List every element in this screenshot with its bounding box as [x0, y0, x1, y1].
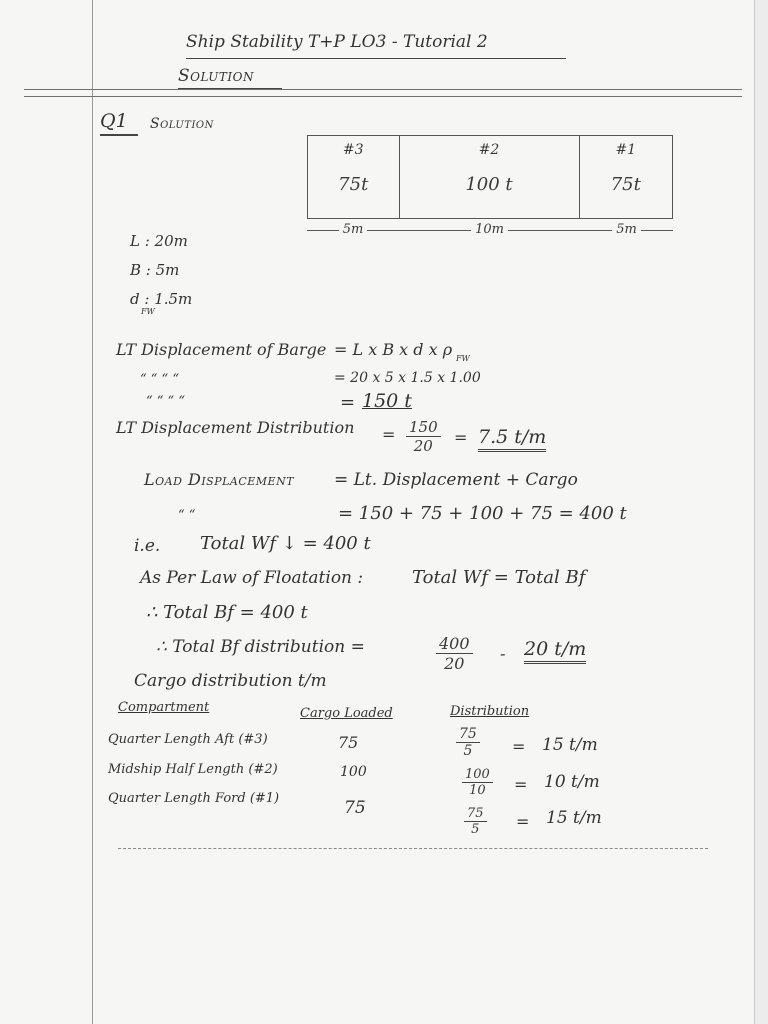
row-cargo: 75 — [344, 798, 366, 818]
lt-displacement-subscript: FW — [456, 354, 470, 363]
compartment-number: #3 — [342, 142, 364, 158]
bf-distribution-fraction — [436, 634, 473, 673]
row-result: 15 t/m — [546, 808, 602, 828]
column-header-cargo-loaded: Cargo Loaded — [300, 706, 393, 721]
row-distribution-fraction — [456, 726, 480, 759]
lt-displacement-label: LT Displacement of Barge — [116, 340, 327, 359]
equals-sign: - — [500, 644, 506, 663]
barge-diagram — [307, 135, 673, 219]
row-cargo: 75 — [338, 733, 359, 752]
cargo-distribution-label: Cargo distribution t/m — [134, 671, 327, 691]
draft-value: d : 1.5m — [130, 290, 193, 308]
total-bf: ∴ Total Bf = 400 t — [146, 602, 308, 623]
row-result: 10 t/m — [544, 772, 600, 792]
fraction-numerator: 75 — [456, 726, 480, 743]
dimension-arrow — [399, 224, 580, 236]
lt-distribution-label: LT Displacement Distribution — [116, 418, 355, 437]
row-distribution-fraction — [462, 767, 493, 798]
total-wf: Total Wf ↓ = 400 t — [200, 533, 371, 554]
fraction-denominator: 20 — [444, 654, 465, 673]
header-rule — [24, 89, 742, 90]
fraction-denominator: 10 — [469, 783, 486, 798]
question-heading: Solution — [150, 116, 214, 132]
equals-sign: = — [382, 425, 396, 444]
row-result: 15 t/m — [542, 735, 598, 755]
lt-displacement-formula: = L x B x d x ρ — [334, 340, 453, 359]
page-subtitle: Solution — [178, 66, 254, 86]
fraction-numerator: 150 — [406, 418, 441, 437]
compartment-number: #1 — [615, 142, 637, 158]
compartment-load: 75t — [338, 174, 369, 195]
fraction-denominator: 5 — [463, 743, 473, 759]
compartment-load: 100 t — [465, 174, 513, 195]
dimension-label: 5m — [339, 222, 368, 237]
lt-displacement-values: = 20 x 5 x 1.5 x 1.00 — [334, 370, 481, 386]
dashed-separator — [118, 848, 708, 849]
compartment-load: 75t — [610, 174, 641, 195]
row-compartment: Quarter Length Ford (#1) — [108, 791, 280, 806]
row-compartment: Midship Half Length (#2) — [108, 762, 278, 777]
ditto-marks: “ “ “ “ — [140, 372, 179, 387]
title-underline — [186, 58, 566, 59]
dimension-arrow — [580, 224, 673, 236]
row-cargo: 100 — [340, 764, 367, 780]
equals-sign: = — [514, 775, 528, 794]
question-label: Q1 — [100, 110, 128, 132]
row-compartment: Quarter Length Aft (#3) — [108, 732, 268, 747]
compartment-2 — [400, 136, 580, 218]
column-header-distribution: Distribution — [450, 704, 530, 719]
compartment-3 — [308, 136, 400, 218]
fraction-numerator: 400 — [436, 634, 473, 654]
compartment-number: #2 — [478, 142, 500, 158]
draft-subscript: FW — [141, 307, 155, 316]
page-title: Ship Stability T+P LO3 - Tutorial 2 — [186, 32, 488, 52]
lt-displacement-result: 150 t — [362, 390, 412, 412]
lt-distribution-result: 7.5 t/m — [478, 426, 546, 452]
length-value: L : 20m — [130, 232, 188, 250]
load-displacement-formula: = Lt. Displacement + Cargo — [334, 470, 578, 490]
equals-sign: = — [454, 428, 468, 447]
dimension-label: 5m — [612, 222, 641, 237]
ie-label: i.e. — [134, 536, 161, 556]
dimension-arrow — [307, 224, 399, 236]
load-displacement-label: Load Displacement — [144, 470, 295, 489]
bf-distribution-result: 20 t/m — [524, 638, 586, 664]
fraction-numerator: 100 — [462, 767, 493, 783]
fraction-denominator: 5 — [471, 822, 480, 837]
compartment-1 — [580, 136, 672, 218]
bf-distribution-label: ∴ Total Bf distribution = — [156, 637, 365, 657]
lt-distribution-fraction — [406, 418, 441, 455]
column-header-compartment: Compartment — [118, 700, 210, 715]
fraction-numerator: 75 — [464, 806, 487, 822]
header-rule-2 — [24, 96, 742, 97]
page-edge — [754, 0, 768, 1024]
law-of-floatation-formula: Total Wf = Total Bf — [412, 567, 586, 588]
equals-sign: = — [512, 737, 526, 756]
ditto-marks: “ “ “ “ — [146, 394, 185, 409]
load-displacement-values: = 150 + 75 + 100 + 75 = 400 t — [338, 503, 627, 524]
row-distribution-fraction — [464, 806, 487, 837]
dimension-label: 10m — [471, 222, 508, 237]
law-of-floatation-label: As Per Law of Floatation : — [140, 568, 364, 588]
ditto-marks: “ “ — [178, 508, 196, 523]
question-underline — [100, 134, 138, 136]
margin-line — [92, 0, 93, 1024]
fraction-denominator: 20 — [413, 437, 433, 455]
breadth-value: B : 5m — [130, 261, 180, 279]
lt-displacement-equals: = — [340, 392, 356, 413]
equals-sign: = — [516, 812, 530, 831]
